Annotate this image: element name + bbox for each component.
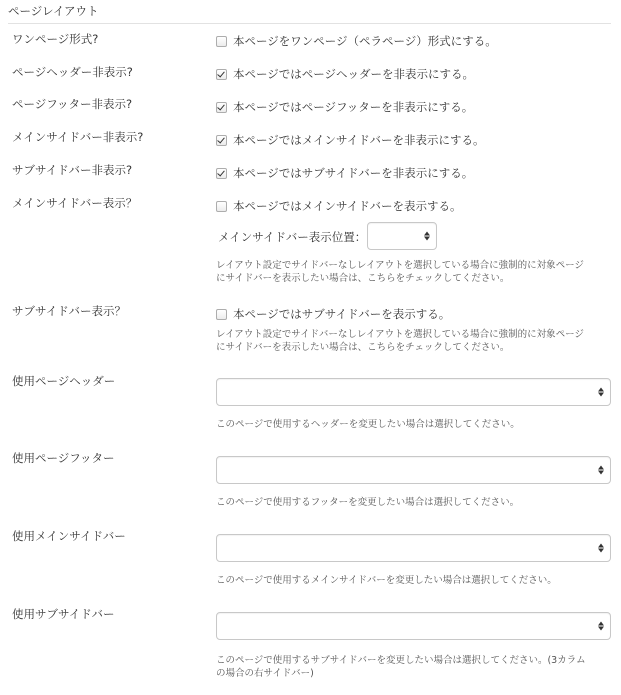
one-page-option[interactable] bbox=[216, 33, 497, 49]
one-page-checkbox-text: 本ページをワンページ（ペラページ）形式にする。 bbox=[233, 34, 497, 48]
use-footer-label: 使用ページフッター bbox=[12, 451, 115, 465]
main-sidebar-position-label: メインサイドバー表示位置： bbox=[218, 230, 367, 244]
select-arrows-icon bbox=[598, 388, 604, 397]
help-line: レイアウト設定でサイドバーなしレイアウトを選択している場合に強制的に対象ページ bbox=[216, 260, 584, 271]
show-sub-sidebar-label: サブサイドバー表示？ bbox=[12, 304, 126, 318]
show-main-sidebar-checkbox[interactable] bbox=[216, 201, 227, 212]
hide-header-checkbox[interactable] bbox=[216, 69, 227, 80]
help-line: レイアウト設定でサイドバーなしレイアウトを選択している場合に強制的に対象ページ bbox=[216, 329, 584, 340]
hide-sub-sidebar-checkbox-text: 本ページではサブサイドバーを非表示にする。 bbox=[233, 166, 474, 180]
use-footer-select[interactable] bbox=[216, 456, 611, 484]
hide-main-sidebar-label: メインサイドバー非表示? bbox=[12, 130, 144, 144]
hide-footer-label: ページフッター非表示? bbox=[12, 97, 133, 111]
show-main-sidebar-checkbox-text: 本ページではメインサイドバーを表示する。 bbox=[233, 199, 462, 213]
hide-footer-checkbox[interactable] bbox=[216, 102, 227, 113]
help-line: にサイドバーを表示したい場合は、こちらをチェックしてください。 bbox=[216, 273, 510, 284]
help-line: このページで使用するサブサイドバーを変更したい場合は選択してください。(3カラム bbox=[216, 655, 586, 666]
select-arrows-icon bbox=[598, 466, 604, 475]
use-footer-help: このページで使用するフッターを変更したい場合は選択してください。 bbox=[216, 497, 520, 508]
hide-main-sidebar-option[interactable] bbox=[216, 132, 485, 148]
use-sub-sidebar-help bbox=[216, 654, 586, 680]
hide-footer-option[interactable] bbox=[216, 99, 473, 115]
show-main-sidebar-help bbox=[216, 259, 584, 285]
main-sidebar-position-select[interactable] bbox=[367, 222, 437, 250]
show-sub-sidebar-help bbox=[216, 328, 584, 354]
hide-main-sidebar-checkbox-text: 本ページではメインサイドバーを非表示にする。 bbox=[233, 133, 485, 147]
use-sub-sidebar-label: 使用サブサイドバー bbox=[12, 607, 115, 621]
use-header-select[interactable] bbox=[216, 378, 611, 406]
use-main-sidebar-label: 使用メインサイドバー bbox=[12, 529, 126, 543]
help-line: の場合の右サイドバー) bbox=[216, 668, 314, 679]
show-main-sidebar-label: メインサイドバー表示？ bbox=[12, 196, 138, 210]
hide-header-option[interactable] bbox=[216, 66, 474, 82]
show-sub-sidebar-option[interactable] bbox=[216, 306, 450, 322]
hide-footer-checkbox-text: 本ページではページフッターを非表示にする。 bbox=[233, 100, 474, 114]
use-main-sidebar-help: このページで使用するメインサイドバーを変更したい場合は選択してください。 bbox=[216, 575, 557, 586]
use-sub-sidebar-select[interactable] bbox=[216, 612, 611, 640]
hide-sub-sidebar-checkbox[interactable] bbox=[216, 168, 227, 179]
hide-sub-sidebar-label: サブサイドバー非表示? bbox=[12, 163, 133, 177]
show-sub-sidebar-checkbox[interactable] bbox=[216, 309, 227, 320]
use-main-sidebar-select[interactable] bbox=[216, 534, 611, 562]
section-title: ページレイアウト bbox=[8, 3, 611, 24]
select-arrows-icon bbox=[598, 544, 604, 553]
select-arrows-icon bbox=[598, 622, 604, 631]
show-main-sidebar-option[interactable] bbox=[216, 198, 462, 214]
use-header-label: 使用ページヘッダー bbox=[12, 374, 116, 388]
use-header-help: このページで使用するヘッダーを変更したい場合は選択してください。 bbox=[216, 419, 520, 430]
help-line: にサイドバーを表示したい場合は、こちらをチェックしてください。 bbox=[216, 342, 510, 353]
hide-main-sidebar-checkbox[interactable] bbox=[216, 135, 227, 146]
hide-sub-sidebar-option[interactable] bbox=[216, 165, 473, 181]
one-page-checkbox[interactable] bbox=[216, 36, 227, 47]
hide-header-checkbox-text: 本ページではページヘッダーを非表示にする。 bbox=[233, 67, 475, 81]
show-sub-sidebar-checkbox-text: 本ページではサブサイドバーを表示する。 bbox=[233, 307, 451, 321]
select-arrows-icon bbox=[424, 232, 430, 241]
hide-header-label: ページヘッダー非表示? bbox=[12, 65, 133, 79]
one-page-label: ワンページ形式? bbox=[12, 32, 99, 46]
